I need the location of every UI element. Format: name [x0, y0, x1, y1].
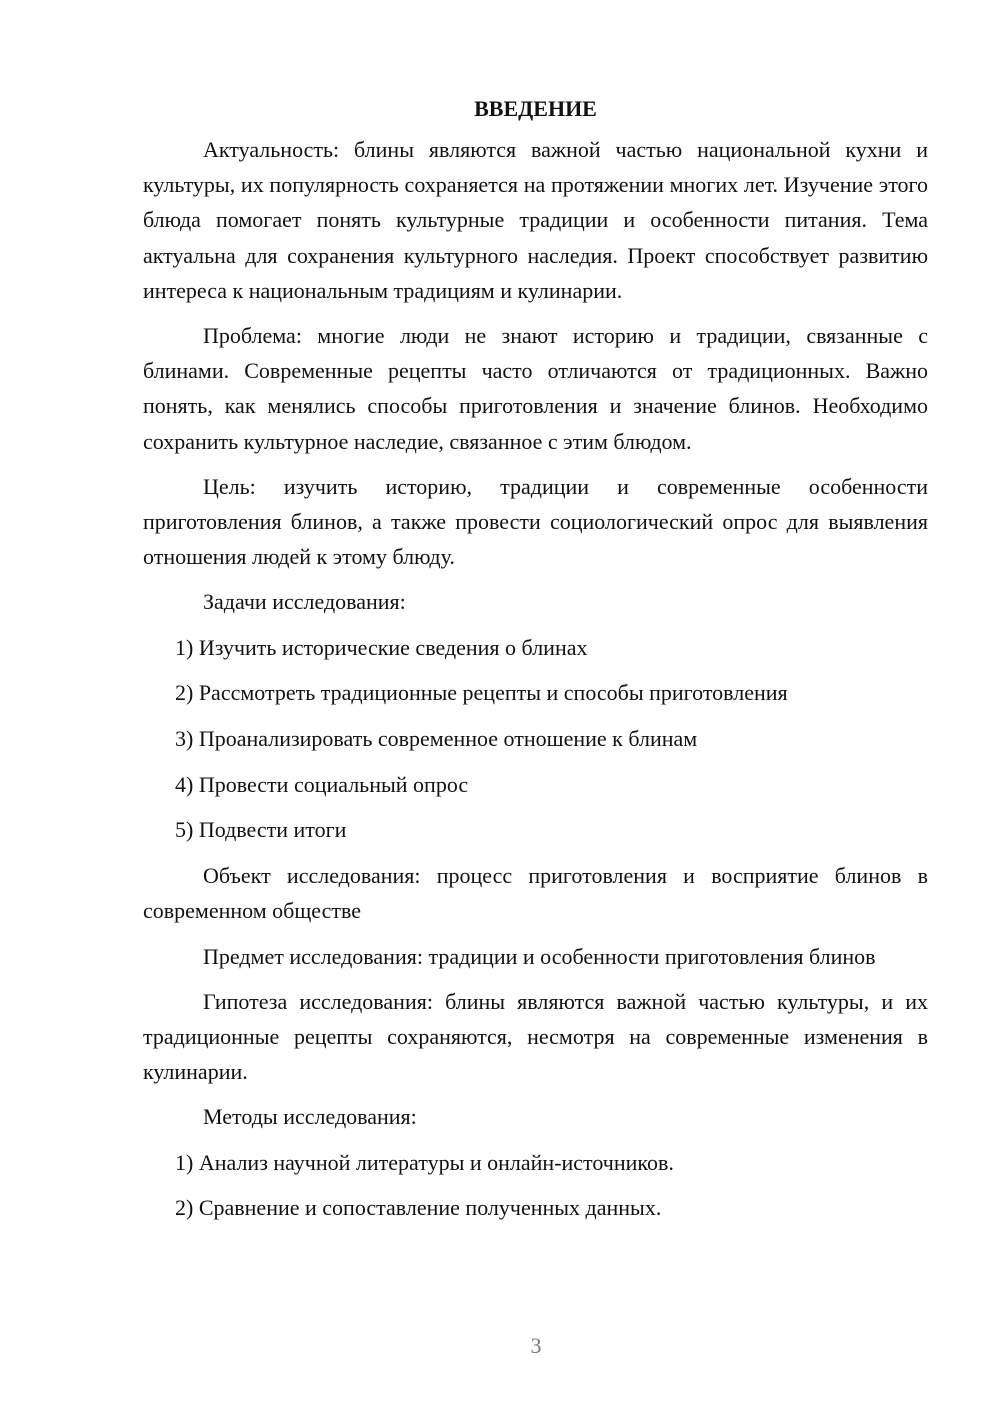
problem-paragraph: Проблема: многие люди не знают историю и традиции, связанные с блинами. Современные рецепты часто отличаются от традиционных. Важно понять, как менялись способы приготовления и значение блинов. Необходимо сохранить культурное наследие, связанное с этим блюдом. [143, 323, 928, 454]
task-item-1: 1) Изучить исторические сведения о блинах [175, 634, 588, 660]
subject-paragraph: Предмет исследования: традиции и особенности приготовления блинов [203, 943, 876, 969]
task-item-5: 5) Подвести итоги [175, 817, 347, 843]
page-number: 3 [530, 1333, 542, 1358]
hypothesis-paragraph: Гипотеза исследования: блины являются важной частью культуры, и их традиционные рецепты сохраняются, несмотря на современные изменения в кулинарии. [143, 988, 928, 1085]
section-title: ВВЕДЕНИЕ [474, 96, 597, 121]
task-item-3: 3) Проанализировать современное отношение к блинам [175, 726, 698, 752]
methods-heading: Методы исследования: [203, 1104, 417, 1130]
task-item-2: 2) Рассмотреть традиционные рецепты и способы приготовления [175, 680, 788, 706]
task-item-4: 4) Провести социальный опрос [175, 771, 469, 797]
method-item-1: 1) Анализ научной литературы и онлайн-источников. [175, 1149, 674, 1175]
object-paragraph: Объект исследования: процесс приготовления и восприятие блинов в современном обществе [143, 863, 928, 924]
tasks-heading: Задачи исследования: [203, 589, 406, 615]
methods-list [143, 1145, 928, 1226]
relevance-paragraph: Актуальность: блины являются важной частью национальной кухни и культуры, их популярность сохраняется на протяжении многих лет. Изучение этого блюда помогает понять культурные традиции и особенности питания. Тема актуальна для сохранения культурного наследия. Проект способствует развитию интереса к национальным традициям и кулинарии. [143, 137, 928, 303]
page-content [143, 94, 928, 1236]
goal-paragraph: Цель: изучить историю, традиции и современные особенности приготовления блинов, а также провести социологический опрос для выявления отношения людей к этому блюду. [143, 473, 928, 570]
method-item-2: 2) Сравнение и сопоставление полученных данных. [175, 1195, 662, 1221]
tasks-list [143, 630, 928, 848]
